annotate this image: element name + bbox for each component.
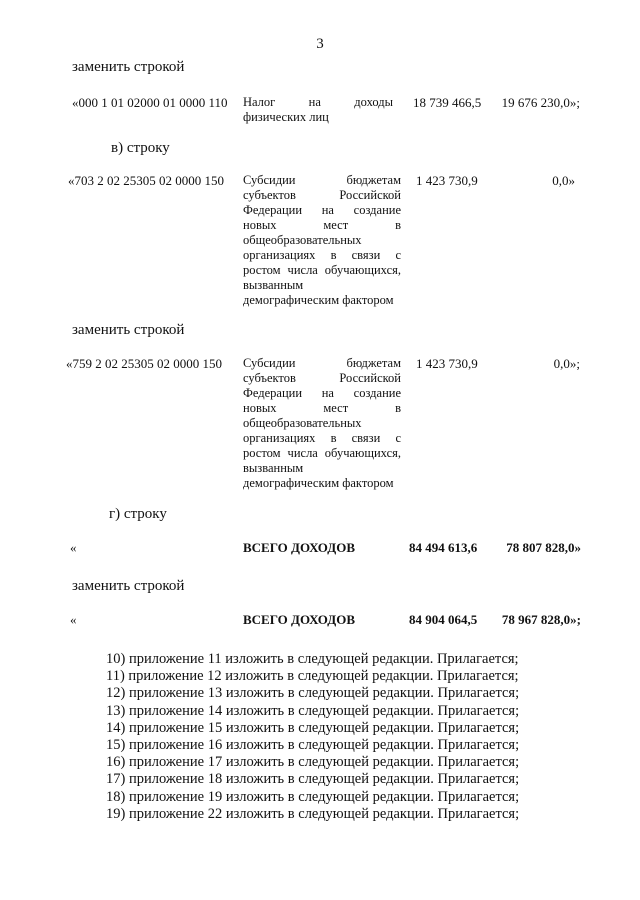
list-item: 11) приложение 12 изложить в следующей редакции. Прилагается; [106, 668, 519, 685]
page-number: 3 [316, 36, 324, 52]
list-item: 16) приложение 17 изложить в следующей редакции. Прилагается; [106, 754, 520, 771]
row-5-value-2: 78 967 828,0»; [501, 612, 581, 627]
list-item: 17) приложение 18 изложить в следующей редакции. Прилагается; [106, 771, 520, 788]
row-3-description: Субсидии бюджетам субъектов Российской Федерации на создание новых мест в общеобразовательных организациях в связи с ростом числа обучающихся, вызванным демографическим фактором [243, 356, 401, 490]
row-5-value-1: 84 904 064,5 [409, 612, 478, 627]
row-5-code: « [70, 612, 77, 627]
list-item: 19) приложение 22 изложить в следующей редакции. Прилагается; [106, 805, 520, 822]
row-1-value-1: 18 739 466,5 [413, 95, 482, 110]
row-2-value-1: 1 423 730,9 [416, 173, 478, 188]
row-4-description: ВСЕГО ДОХОДОВ [243, 540, 355, 555]
list-item: 13) приложение 14 изложить в следующей редакции. Прилагается; [106, 702, 520, 719]
list-item: 12) приложение 13 изложить в следующей редакции. Прилагается; [106, 685, 520, 702]
row-5-description: ВСЕГО ДОХОДОВ [243, 612, 355, 627]
list-item: 18) приложение 19 изложить в следующей редакции. Прилагается; [106, 788, 520, 805]
list-item: 15) приложение 16 изложить в следующей редакции. Прилагается; [106, 737, 520, 754]
list-item: 10) приложение 11 изложить в следующей редакции. Прилагается; [106, 651, 519, 667]
replace-line-label-1: заменить строкой [72, 59, 185, 75]
row-2-code: «703 2 02 25305 02 0000 150 [68, 173, 224, 188]
replace-line-label-3: заменить строкой [72, 578, 185, 594]
row-4-code: « [70, 540, 77, 555]
row-1-value-2: 19 676 230,0»; [501, 95, 580, 110]
row-4-value-2: 78 807 828,0» [506, 540, 581, 555]
line-g-label: г) строку [109, 506, 167, 522]
row-4-value-1: 84 494 613,6 [409, 540, 478, 555]
amendment-list [106, 651, 519, 823]
row-1-description: Налог на доходы физических лиц [243, 95, 393, 124]
list-item: 14) приложение 15 изложить в следующей редакции. Прилагается; [106, 719, 520, 736]
line-v-label: в) строку [111, 140, 170, 156]
row-2-description: Субсидии бюджетам субъектов Российской Федерации на создание новых мест в общеобразовательных организациях в связи с ростом числа обучающихся, вызванным демографическим фактором [243, 173, 401, 307]
row-3-value-2: 0,0»; [553, 356, 580, 371]
row-3-code: «759 2 02 25305 02 0000 150 [66, 356, 222, 371]
row-2-value-2: 0,0» [552, 173, 575, 188]
replace-line-label-2: заменить строкой [72, 322, 185, 338]
row-1-code: «000 1 01 02000 01 0000 110 [72, 95, 228, 110]
row-3-value-1: 1 423 730,9 [416, 356, 478, 371]
